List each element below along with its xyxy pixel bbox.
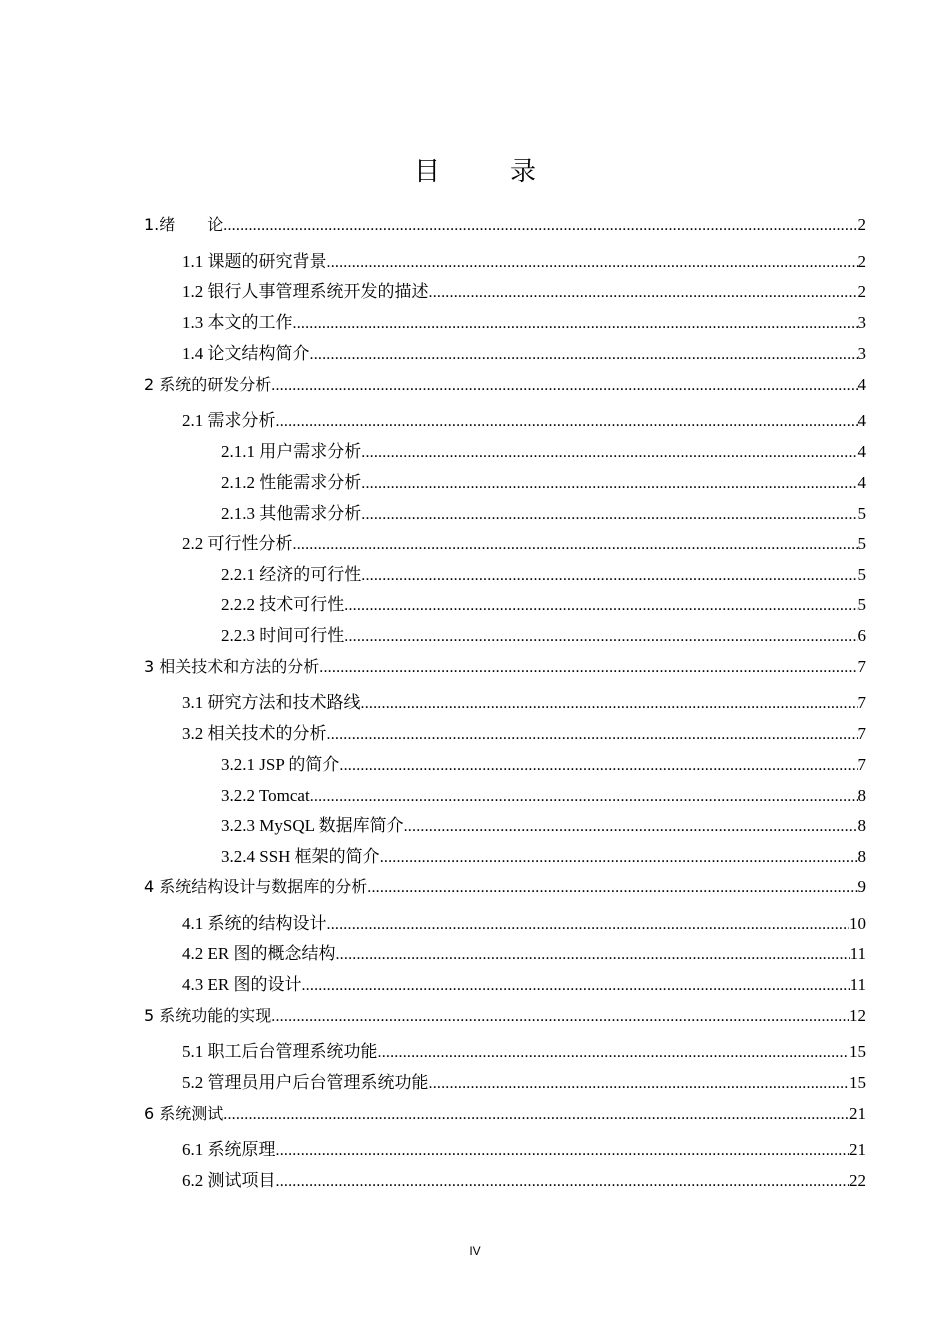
toc-entry[interactable] bbox=[182, 692, 866, 715]
toc-entry[interactable] bbox=[182, 251, 866, 274]
toc-entry-title: 2.2.1 经济的可行性 bbox=[221, 565, 362, 584]
toc-entry-title: 1.绪 论 bbox=[144, 215, 224, 234]
toc-entry[interactable] bbox=[182, 913, 866, 936]
toc-entry[interactable] bbox=[182, 343, 866, 366]
toc-entry[interactable] bbox=[221, 472, 866, 495]
toc-entry-title: 3.2.2 Tomcat bbox=[221, 786, 310, 805]
toc-entry[interactable] bbox=[144, 656, 866, 679]
toc-entry-title: 4.3 ER 图的设计 bbox=[182, 975, 302, 994]
toc-page-number: 2 bbox=[857, 215, 866, 234]
toc-page-number: 5 bbox=[857, 565, 866, 584]
toc-entry[interactable] bbox=[182, 281, 866, 304]
toc-dot-leader bbox=[404, 816, 858, 838]
toc-page-number: 12 bbox=[849, 1006, 866, 1025]
toc-entry-title: 1.3 本文的工作 bbox=[182, 313, 293, 332]
toc-entry-title: 5.1 职工后台管理系统功能 bbox=[182, 1042, 378, 1061]
toc-dot-leader bbox=[361, 473, 857, 495]
toc-dot-leader bbox=[344, 595, 857, 617]
toc-entry-title: 2.1 需求分析 bbox=[182, 411, 276, 430]
toc-dot-leader bbox=[380, 847, 858, 869]
toc-entry-title: 2.1.1 用户需求分析 bbox=[221, 442, 362, 461]
toc-page-number: 8 bbox=[857, 816, 866, 835]
toc-page-number: 4 bbox=[857, 411, 866, 430]
toc-entry[interactable] bbox=[182, 410, 866, 433]
toc-dot-leader bbox=[361, 504, 857, 526]
toc-entry-title: 6.1 系统原理 bbox=[182, 1140, 276, 1159]
toc-dot-leader bbox=[429, 282, 858, 304]
toc-dot-leader bbox=[319, 657, 857, 679]
toc-dot-leader bbox=[361, 693, 858, 715]
toc-page-number: 11 bbox=[849, 944, 866, 963]
toc-entry-title: 1.2 银行人事管理系统开发的描述 bbox=[182, 282, 429, 301]
toc-page-number: 4 bbox=[857, 442, 866, 461]
toc-entry[interactable] bbox=[144, 374, 866, 397]
toc-dot-leader bbox=[310, 344, 858, 366]
toc-entry-title: 5 系统功能的实现 bbox=[144, 1006, 272, 1025]
toc-page-number: 11 bbox=[849, 975, 866, 994]
toc-page-number: 7 bbox=[857, 657, 866, 676]
toc-page-number: 4 bbox=[857, 375, 866, 394]
toc-page-number: 9 bbox=[857, 877, 866, 896]
toc-dot-leader bbox=[378, 1042, 850, 1064]
toc-entry[interactable] bbox=[144, 876, 866, 899]
toc-entry[interactable] bbox=[221, 441, 866, 464]
toc-dot-leader bbox=[429, 1073, 850, 1095]
toc-entry[interactable] bbox=[182, 533, 866, 556]
toc-entry[interactable] bbox=[182, 943, 866, 966]
toc-page-number: 5 bbox=[857, 504, 866, 523]
toc-page-number: 3 bbox=[857, 344, 866, 363]
toc-page-number: 8 bbox=[857, 847, 866, 866]
toc-entry[interactable] bbox=[182, 1041, 866, 1064]
toc-entry[interactable] bbox=[144, 1103, 866, 1126]
toc-entry[interactable] bbox=[182, 1072, 866, 1095]
toc-page-number: 3 bbox=[857, 313, 866, 332]
toc-dot-leader bbox=[276, 1140, 850, 1162]
toc-entry[interactable] bbox=[221, 594, 866, 617]
toc-page-number: 21 bbox=[849, 1140, 866, 1159]
toc-entry[interactable] bbox=[182, 1139, 866, 1162]
toc-entry-title: 3 相关技术和方法的分析 bbox=[144, 657, 320, 676]
toc-dot-leader bbox=[327, 252, 858, 274]
toc-dot-leader bbox=[276, 411, 858, 433]
toc-entry-title: 2.1.2 性能需求分析 bbox=[221, 473, 362, 492]
toc-dot-leader bbox=[339, 755, 857, 777]
toc-dot-leader bbox=[293, 534, 858, 556]
toc-entry[interactable] bbox=[221, 846, 866, 869]
toc-entry[interactable] bbox=[144, 214, 866, 237]
toc-entry-title: 3.2.4 SSH 框架的简介 bbox=[221, 847, 380, 866]
toc-entry[interactable] bbox=[182, 974, 866, 997]
toc-page-number: 22 bbox=[849, 1171, 866, 1190]
toc-page-number: 2 bbox=[857, 252, 866, 271]
toc-entry-title: 4.2 ER 图的概念结构 bbox=[182, 944, 336, 963]
page-number-footer: IV bbox=[469, 1244, 481, 1258]
page-title: 目 录 bbox=[413, 157, 558, 188]
toc-dot-leader bbox=[293, 313, 858, 335]
toc-entry-title: 6.2 测试项目 bbox=[182, 1171, 276, 1190]
toc-page-number: 4 bbox=[857, 473, 866, 492]
toc-entry-title: 5.2 管理员用户后台管理系统功能 bbox=[182, 1073, 429, 1092]
toc-dot-leader bbox=[276, 1171, 850, 1193]
toc-dot-leader bbox=[361, 565, 857, 587]
toc-dot-leader bbox=[344, 626, 857, 648]
toc-page-number: 8 bbox=[857, 786, 866, 805]
toc-page-number: 2 bbox=[857, 282, 866, 301]
toc-dot-leader bbox=[310, 786, 858, 808]
toc-entry-title: 3.1 研究方法和技术路线 bbox=[182, 693, 361, 712]
toc-dot-leader bbox=[367, 877, 857, 899]
toc-page-number: 15 bbox=[849, 1042, 866, 1061]
toc-page-number: 15 bbox=[849, 1073, 866, 1092]
toc-entry[interactable] bbox=[221, 503, 866, 526]
toc-entry-title: 3.2 相关技术的分析 bbox=[182, 724, 327, 743]
toc-entry-title: 2 系统的研发分析 bbox=[144, 375, 272, 394]
toc-dot-leader bbox=[271, 375, 857, 397]
toc-dot-leader bbox=[223, 1104, 849, 1126]
toc-dot-leader bbox=[361, 442, 857, 464]
toc-entry[interactable] bbox=[182, 1170, 866, 1193]
toc-page-number: 6 bbox=[857, 626, 866, 645]
toc-entry[interactable] bbox=[182, 312, 866, 335]
toc-entry-title: 4 系统结构设计与数据库的分析 bbox=[144, 877, 368, 896]
toc-entry-title: 2.2.2 技术可行性 bbox=[221, 595, 345, 614]
toc-entry[interactable] bbox=[144, 1005, 866, 1028]
toc-page-number: 7 bbox=[857, 755, 866, 774]
toc-entry-title: 3.2.3 MySQL 数据库简介 bbox=[221, 816, 404, 835]
toc-entry[interactable] bbox=[221, 625, 866, 648]
toc-dot-leader bbox=[327, 914, 850, 936]
toc-entry-title: 4.1 系统的结构设计 bbox=[182, 914, 327, 933]
toc-entry-title: 2.1.3 其他需求分析 bbox=[221, 504, 362, 523]
toc-dot-leader bbox=[327, 724, 858, 746]
toc-entry-title: 1.1 课题的研究背景 bbox=[182, 252, 327, 271]
toc-dot-leader bbox=[223, 215, 857, 237]
toc-page-number: 7 bbox=[857, 724, 866, 743]
toc-entry[interactable] bbox=[221, 815, 866, 838]
toc-page-number: 7 bbox=[857, 693, 866, 712]
toc-page-number: 10 bbox=[849, 914, 866, 933]
toc-dot-leader bbox=[335, 944, 849, 966]
toc-entry-title: 6 系统测试 bbox=[144, 1104, 224, 1123]
toc-page-number: 5 bbox=[857, 595, 866, 614]
toc-page-number: 21 bbox=[849, 1104, 866, 1123]
toc-entry-title: 1.4 论文结构简介 bbox=[182, 344, 310, 363]
toc-page-number: 5 bbox=[857, 534, 866, 553]
toc-entry[interactable] bbox=[221, 564, 866, 587]
toc-entry-title: 2.2 可行性分析 bbox=[182, 534, 293, 553]
toc-entry[interactable] bbox=[182, 723, 866, 746]
toc-dot-leader bbox=[271, 1006, 849, 1028]
toc-dot-leader bbox=[301, 975, 849, 997]
toc-entry-title: 2.2.3 时间可行性 bbox=[221, 626, 345, 645]
toc-entry[interactable] bbox=[221, 785, 866, 808]
toc-entry[interactable] bbox=[221, 754, 866, 777]
toc-entry-title: 3.2.1 JSP 的简介 bbox=[221, 755, 340, 774]
